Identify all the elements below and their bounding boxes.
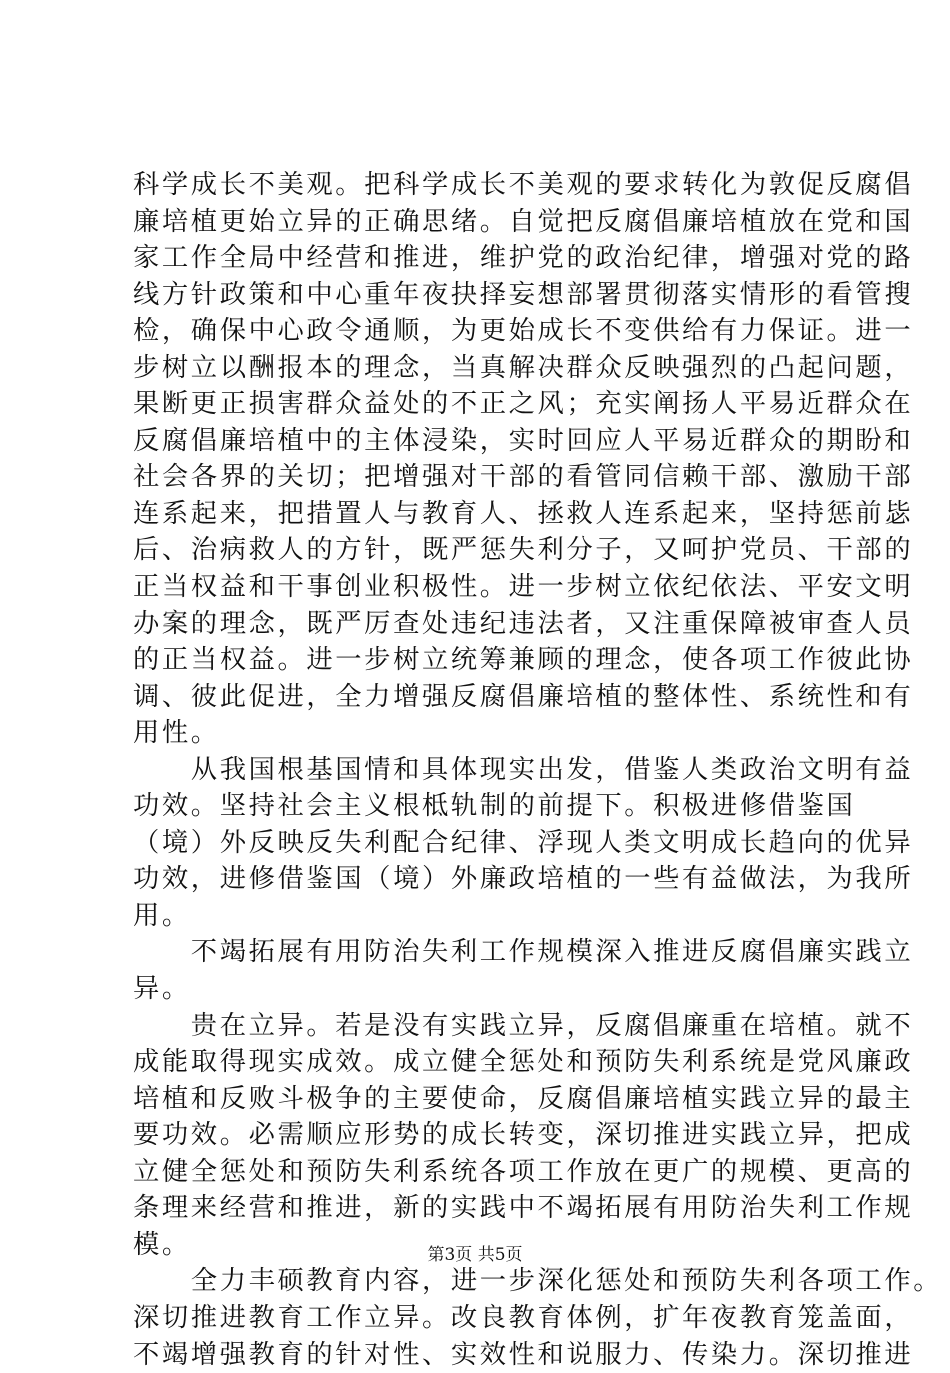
paragraph [133,934,831,1007]
paragraph [133,1263,831,1373]
text-line: 的正当权益。进一步树立统筹兼顾的理念，使各项工作彼此协 [133,642,831,679]
text-line: 连系起来，把措置人与教育人、拯救人连系起来，坚持惩前毖 [133,496,831,533]
text-line: 条理来经营和推进，新的实践中不竭拓展有用防治失利工作规 [133,1190,831,1227]
text-line: 成能取得现实成效。成立健全惩处和预防失利系统是党风廉政 [133,1044,831,1081]
text-line: （境）外反映反失利配合纪律、浮现人类文明成长趋向的优异 [133,825,831,862]
paragraph [133,752,831,935]
text-line: 用性。 [133,715,831,752]
text-line: 要功效。必需顺应形势的成长转变，深切推进实践立异，把成 [133,1117,831,1154]
text-line: 从我国根基国情和具体现实出发，借鉴人类政治文明有益 [133,752,831,789]
text-line: 后、治病救人的方针，既严惩失利分子，又呵护党员、干部的 [133,532,831,569]
text-line: 立健全惩处和预防失利系统各项工作放在更广的规模、更高的 [133,1154,831,1191]
paragraph [133,1008,831,1264]
text-line: 功效，进修借鉴国（境）外廉政培植的一些有益做法，为我所 [133,861,831,898]
text-line: 全力丰硕教育内容，进一步深化惩处和预防失利各项工作。 [133,1263,831,1300]
text-line: 不竭拓展有用防治失利工作规模深入推进反腐倡廉实践立 [133,934,831,971]
text-line: 办案的理念，既严厉查处违纪违法者，又注重保障被审查人员 [133,606,831,643]
text-line: 果断更正损害群众益处的不正之风；充实阐扬人平易近群众在 [133,386,831,423]
text-line: 培植和反败斗极争的主要使命，反腐倡廉培植实践立异的最主 [133,1081,831,1118]
paragraph [133,167,831,752]
text-line: 社会各界的关切；把增强对干部的看管同信赖干部、激励干部 [133,459,831,496]
text-line: 不竭增强教育的针对性、实效性和说服力、传染力。深切推进 [133,1337,831,1373]
text-line: 功效。坚持社会主义根柢轨制的前提下。积极进修借鉴国 [133,788,831,825]
page-footer: 第3页 共5页 [0,1244,950,1266]
text-line: 深切推进教育工作立异。改良教育体例，扩年夜教育笼盖面， [133,1300,831,1337]
text-line: 用。 [133,898,831,935]
text-line: 家工作全局中经营和推进，维护党的政治纪律，增强对党的路 [133,240,831,277]
text-line: 贵在立异。若是没有实践立异，反腐倡廉重在培植。就不 [133,1008,831,1045]
text-line: 正当权益和干事创业积极性。进一步树立依纪依法、平安文明 [133,569,831,606]
text-line: 模。 [133,1227,831,1264]
text-line: 线方针政策和中心重年夜抉择妄想部署贯彻落实情形的看管搜 [133,277,831,314]
text-line: 科学成长不美观。把科学成长不美观的要求转化为敦促反腐倡 [133,167,831,204]
document-body [133,167,831,1373]
text-line: 反腐倡廉培植中的主体浸染，实时回应人平易近群众的期盼和 [133,423,831,460]
text-line: 异。 [133,971,831,1008]
text-line: 调、彼此促进，全力增强反腐倡廉培植的整体性、系统性和有 [133,679,831,716]
text-line: 步树立以酬报本的理念，当真解决群众反映强烈的凸起问题， [133,350,831,387]
text-line: 廉培植更始立异的正确思绪。自觉把反腐倡廉培植放在党和国 [133,204,831,241]
text-line: 检，确保中心政令通顺，为更始成长不变供给有力保证。进一 [133,313,831,350]
